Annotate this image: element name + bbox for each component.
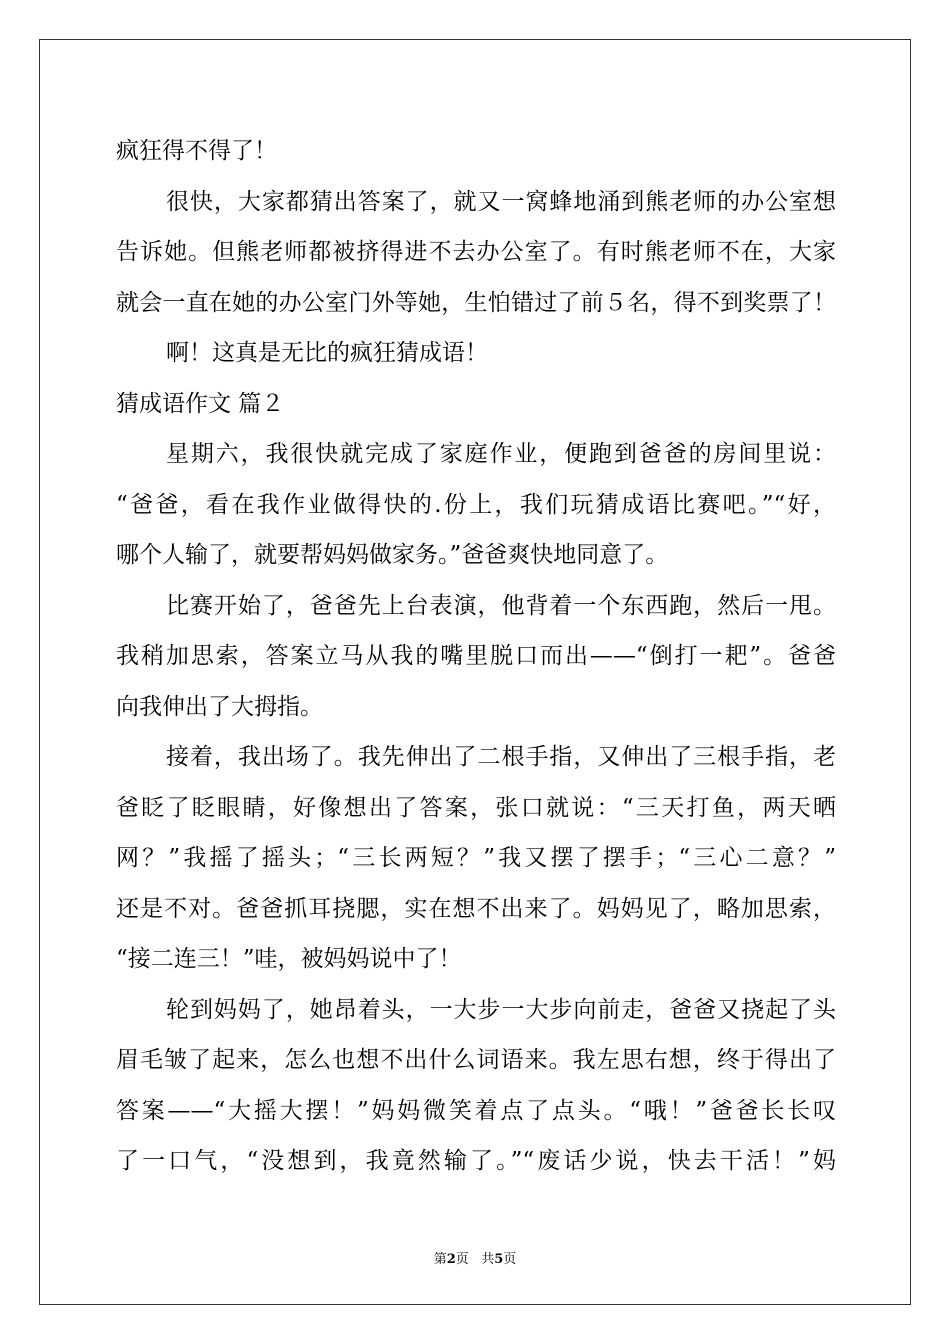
text-line: 比赛开始了，爸爸先上台表演，他背着一个东西跑，然后一甩。 <box>166 592 836 619</box>
total-pages: 5 <box>494 1252 504 1267</box>
text-line: 啊！这真是无比的疯狂猜成语！ <box>166 340 488 366</box>
page-number: 2 <box>446 1252 456 1267</box>
text-line: 答案——“大摇大摆！”妈妈微笑着点了点头。“哦！”爸爸长长叹 <box>116 1097 836 1124</box>
text-line: 接着，我出场了。我先伸出了二根手指，又伸出了三根手指，老 <box>166 744 836 770</box>
text-line: “爸爸，看在我作业做得快的.份上，我们玩猜成语比赛吧。”“好， <box>116 491 836 518</box>
page-footer <box>0 1248 950 1267</box>
page-suffix: 页 <box>455 1252 469 1267</box>
text-line: “接二连三！”哇，被妈妈说中了！ <box>116 946 462 972</box>
page-prefix: 第 <box>433 1252 447 1267</box>
text-line: 告诉她。但熊老师都被挤得进不去办公室了。有时熊老师不在，大家 <box>116 239 836 265</box>
text-line: 就会一直在她的办公室门外等她，生怕错过了前５名，得不到奖票了！ <box>116 289 836 316</box>
total-suffix: 页 <box>503 1252 517 1267</box>
total-prefix: 共 <box>481 1252 495 1267</box>
text-line: 我稍加思索，答案立马从我的嘴里脱口而出——“倒打一耙”。爸爸 <box>116 643 836 669</box>
text-line: 了一口气，“没想到，我竟然输了。”“废话少说，快去干活！”妈 <box>116 1148 836 1174</box>
text-line: 眉毛皱了起来，怎么也想不出什么词语来。我左思右想，终于得出了 <box>116 1047 836 1073</box>
text-line: 很快，大家都猜出答案了，就又一窝蜂地涌到熊老师的办公室想 <box>166 188 836 215</box>
text-line: 爸眨了眨眼睛，好像想出了答案，张口就说：“三天打鱼，两天晒 <box>116 794 836 821</box>
text-line: 疯狂得不得了！ <box>116 138 277 164</box>
document-body <box>116 126 836 1187</box>
text-line: 网？”我摇了摇头；“三长两短？”我又摆了摆手；“三心二意？” <box>116 845 836 871</box>
text-line: 哪个人输了，就要帮妈妈做家务。”爸爸爽快地同意了。 <box>116 542 669 568</box>
text-line: 还是不对。爸爸抓耳挠腮，实在想不出来了。妈妈见了，略加思索， <box>116 895 836 922</box>
text-line: 星期六，我很快就完成了家庭作业，便跑到爸爸的房间里说： <box>166 441 836 467</box>
text-line: 向我伸出了大拇指。 <box>116 693 323 720</box>
text-line: 轮到妈妈了，她昂着头，一大步一大步向前走，爸爸又挠起了头 <box>166 996 836 1023</box>
section-heading: 猜成语作文 篇２ <box>116 390 285 417</box>
